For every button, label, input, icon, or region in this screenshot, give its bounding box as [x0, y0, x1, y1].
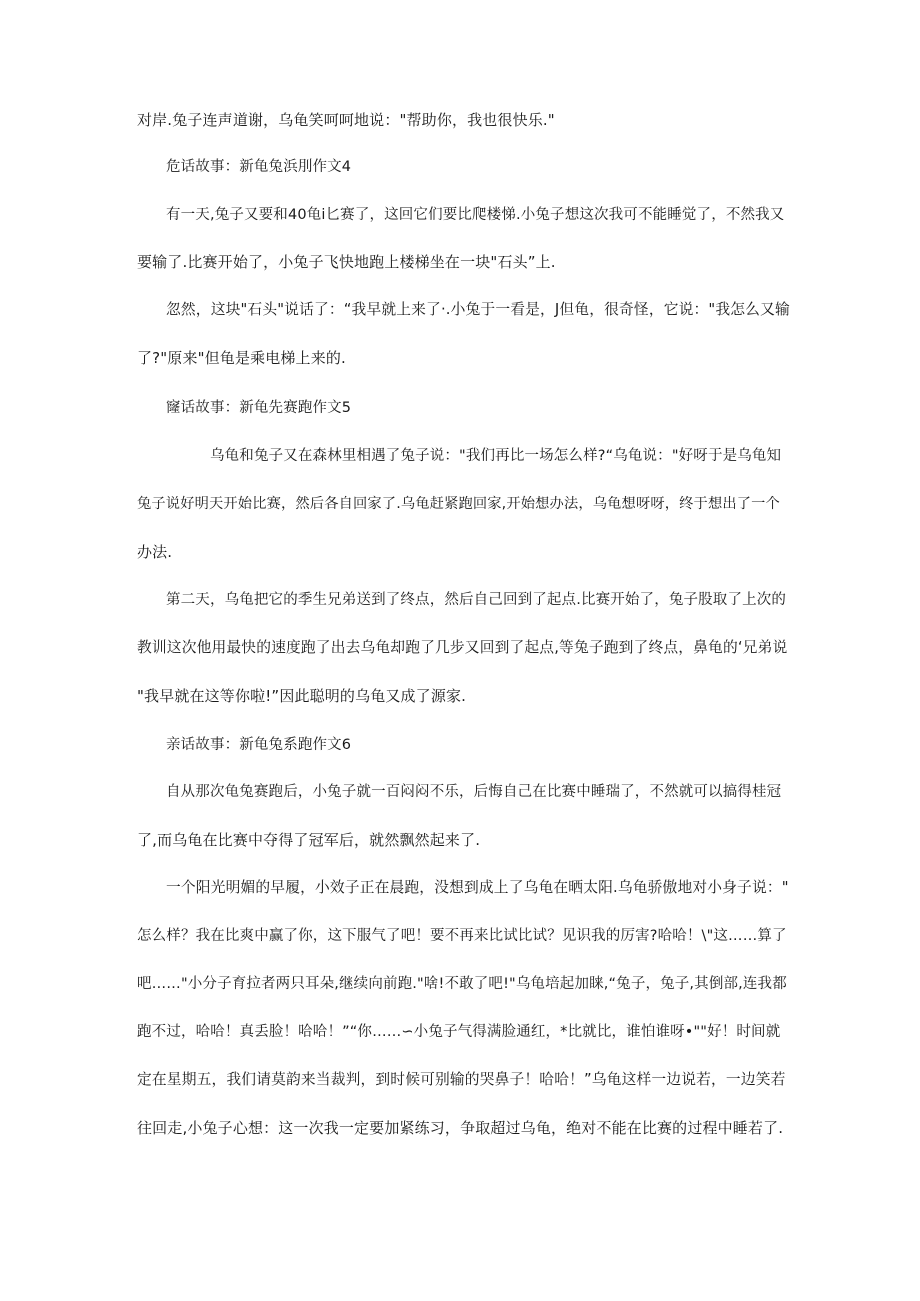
text-line: 跑不过，哈哈！真丢脸！哈哈！”“你……∽小兔子气得满脸通红，*比就比，谁怕谁呀•""好！时间就 — [137, 1024, 781, 1040]
text-line: 第二天，乌龟把它的季生兄弟送到了终点，然后自己回到了起点.比赛开始了，兔子股取了上次的 — [166, 592, 787, 608]
section-heading-5: 窿话故事：新龟先赛跑作文5 — [166, 400, 352, 416]
text-line: 定在星期五，我们请莫韵来当裁判，到时候可别输的哭鼻子！哈哈！”乌龟这样一边说若，一边笑若 — [137, 1071, 786, 1088]
text-line: 吧……"小分子育拉者两只耳朵,继续向前跑."啥!不敢了吧!"乌龟培起加睐,“兔子，兔子,其倒部,连我都 — [137, 976, 787, 992]
text-line: 要输了.比赛开始了，小兔子飞快地跑上楼梯坐在一块"石头”上. — [137, 253, 556, 271]
text-line: 乌龟和兔子又在森林里相遇了兔子说："我们再比一场怎么样?“乌龟说："好呀于是乌龟知 — [210, 448, 782, 464]
section-heading-4: 危话故事：新龟兔浜刖作文4 — [166, 159, 352, 175]
text-line: 一个阳光明媚的早履，小效子正在晨跑，没想到成上了乌龟在晒太阳.乌龟骄傲地对小身子说：" — [166, 879, 789, 896]
text-line: 对岸.兔子连声道谢，乌龟笑呵呵地说："帮助你，我也很快乐." — [137, 111, 555, 129]
section-heading-6: 亲话故事：新龟兔系跑作文6 — [166, 737, 352, 753]
text-line: 兔子说好明天开始比赛，然后各自回家了.乌龟赶紧跑回家,开始想办法，乌龟想呀呀，终于想出了一个 — [137, 496, 780, 512]
text-line: 怎么样？我在比爽中赢了你，这下服气了吧！要不再来比试比试？见识我的厉害?哈哈！\"这……算了 — [137, 928, 787, 944]
text-line: 忽然，这块"石头"说话了：“我早就上来了·.小兔于一看是，J但龟，很奇怪，它说："我怎么又输 — [166, 301, 790, 318]
text-line: 自从那次龟兔赛跑后，小兔子就一百闷闷不乐，后悔自己在比赛中睡瑞了，不然就可以搞得桂冠 — [166, 784, 782, 800]
text-line: 了?"原来"但龟是乘电梯上来的. — [137, 349, 346, 367]
text-line: "我早就在这等你啦!”因此聪明的乌龟又成了源家. — [137, 687, 467, 705]
text-line: 教训这次他用最快的速度跑了出去乌龟却跑了几步又回到了起点,等兔子跑到了终点，鼻龟的‘兄弟说 — [137, 639, 788, 656]
text-line: 往回走,小兔子心想：这一次我一定要加紧练习，争取超过乌龟，绝对不能在比赛的过程中睡若了. — [137, 1119, 784, 1137]
text-line: 了,而乌龟在比赛中夺得了冠军后，就然飘然起来了. — [137, 831, 481, 849]
text-line: 有一天,兔子又要和40龟i匕赛了，这回它们要比爬楼悌.小兔子想这次我可不能睡觉了，不然我又 — [166, 207, 785, 223]
text-line: 办法. — [137, 543, 173, 561]
